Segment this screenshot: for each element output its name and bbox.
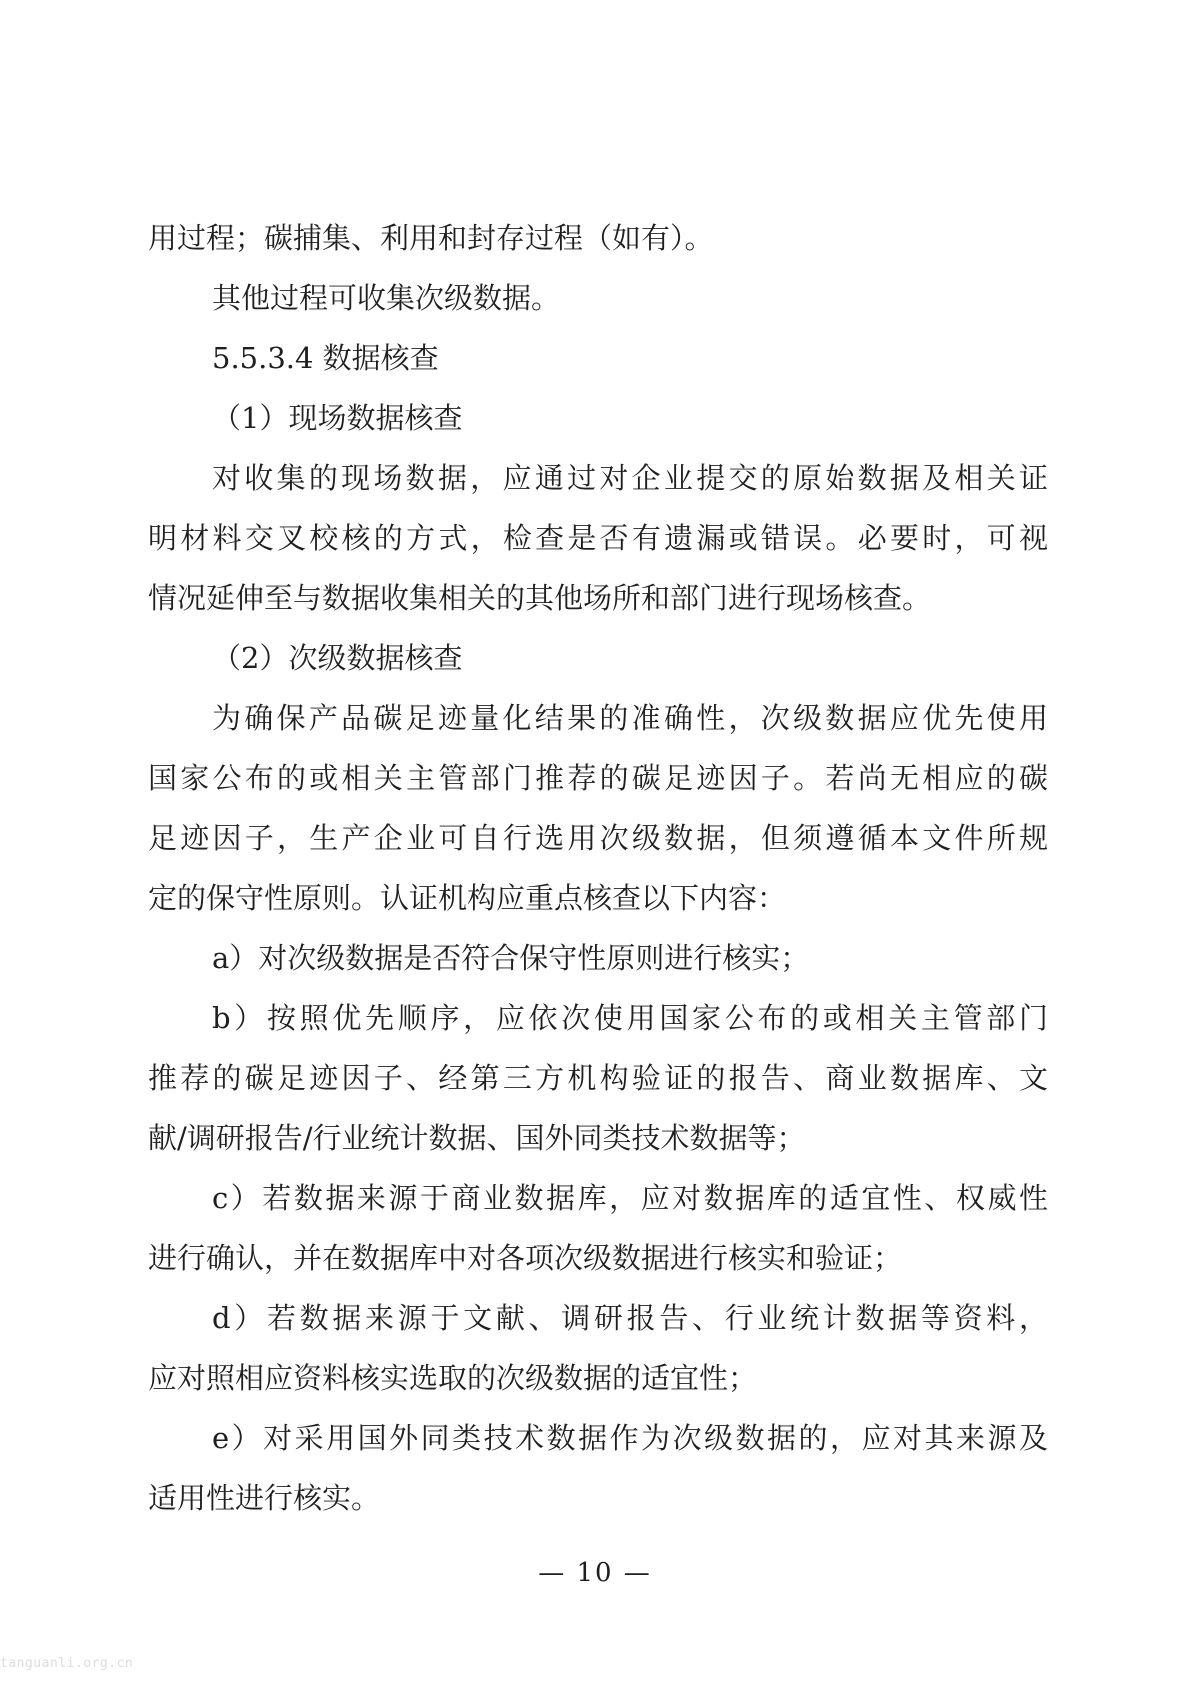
paragraph-line: 其他过程可收集次级数据。 — [212, 281, 561, 315]
paragraph-line: 为确保产品碳足迹量化结果的准确性，次级数据应优先使用 — [212, 701, 1048, 735]
list-item: a）对次级数据是否符合保守性原则进行核实； — [212, 941, 810, 975]
paragraph-line: 情况延伸至与数据收集相关的其他场所和部门进行现场核查。 — [148, 581, 932, 615]
list-item: d）若数据来源于文献、调研报告、行业统计数据等资料， — [212, 1301, 1048, 1335]
paragraph-line: 对收集的现场数据，应通过对企业提交的原始数据及相关证 — [212, 461, 1048, 495]
list-item: b）按照优先顺序，应依次使用国家公布的或相关主管部门 — [212, 1001, 1048, 1035]
page-number: — 10 — — [538, 1558, 652, 1588]
paragraph-line: 足迹因子，生产企业可自行选用次级数据，但须遵循本文件所规 — [148, 821, 1048, 855]
site-watermark: tanguanli.org.cn — [0, 1656, 134, 1671]
list-item: c）若数据来源于商业数据库，应对数据库的适宜性、权威性 — [212, 1181, 1048, 1215]
paragraph-line: 用过程；碳捕集、利用和封存过程（如有）。 — [148, 221, 714, 255]
list-item-continuation: 适用性进行核实。 — [148, 1481, 381, 1515]
list-item: e）对采用国外同类技术数据作为次级数据的，应对其来源及 — [212, 1421, 1048, 1455]
list-item-continuation: 进行确认，并在数据库中对各项次级数据进行核实和验证； — [148, 1241, 903, 1275]
document-body — [148, 208, 1048, 1528]
list-item-continuation: 献/调研报告/行业统计数据、国外同类技术数据等； — [148, 1121, 806, 1155]
paragraph-line: 国家公布的或相关主管部门推荐的碳足迹因子。若尚无相应的碳 — [148, 761, 1048, 795]
paragraph-line: 定的保守性原则。认证机构应重点核查以下内容： — [148, 881, 787, 915]
section-heading: 5.5.3.4 数据核查 — [212, 341, 439, 375]
paragraph-line: 明材料交叉校核的方式，检查是否有遗漏或错误。必要时，可视 — [148, 521, 1048, 555]
list-item-continuation: 推荐的碳足迹因子、经第三方机构验证的报告、商业数据库、文 — [148, 1061, 1048, 1095]
subsection-heading: （2）次级数据核查 — [212, 641, 463, 675]
list-item-continuation: 应对照相应资料核实选取的次级数据的适宜性； — [148, 1361, 758, 1395]
subsection-heading: （1）现场数据核查 — [212, 401, 463, 435]
